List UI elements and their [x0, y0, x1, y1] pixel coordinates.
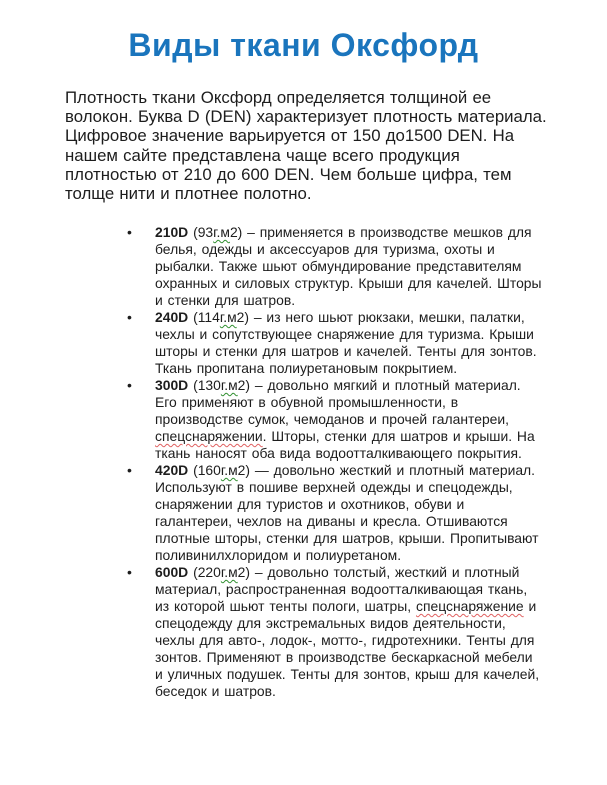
text-segment: (130: [188, 377, 221, 394]
misspelled-word: спецснаряжении: [155, 428, 263, 445]
bullet-icon: •: [127, 377, 132, 394]
item-description: [155, 377, 535, 461]
density-label: 300D: [155, 377, 189, 394]
list-item: [127, 377, 542, 462]
bullet-icon: •: [127, 224, 132, 241]
text-segment: (220: [188, 564, 221, 581]
item-description: [155, 564, 539, 699]
bullet-icon: •: [127, 564, 132, 581]
text-segment: 2) – из него шьют рюкзаки, мешки, палатки, чехлы и сопутствующее снаряжение для туризма. Крыши шторы и стенки для шатров и качелей. Тенты для зонтов. Ткань пропитана полиуретановым покрытием.: [155, 309, 537, 377]
page-title: Виды ткани Оксфорд: [128, 27, 479, 63]
bullet-icon: •: [127, 462, 132, 479]
density-label: 240D: [155, 309, 189, 326]
item-description: [155, 224, 542, 308]
grammar-flagged-text: г.м: [219, 309, 237, 326]
text-segment: (114: [188, 309, 220, 326]
text-segment: 2) – применяется в производстве мешков для белья, одежды и аксессуаров для туризма, охоты и рыбалки. Также шьют обмундирование представителям охранных и силовых структур. Крыши для качелей. Шторы и стенки для шатров.: [155, 224, 542, 309]
density-label: 210D: [155, 224, 189, 241]
text-segment: 2) – довольно толстый, жесткий и плотный материал, распространенная водоотталкивающая ткань, из которой шьют тенты пологи, шатры,: [155, 564, 528, 615]
grammar-flagged-text: г.м: [220, 564, 238, 581]
misspelled-word: спецснаряжение: [416, 598, 524, 615]
density-label: 600D: [155, 564, 189, 581]
intro-paragraph: Плотность ткани Оксфорд определяется толщиной ее волокон. Буква D (DEN) характеризует плотность материала. Цифровое значение варьируется от 150 до1500 DEN. На нашем сайте представлена чаще всего продукция плотностью от 210 до 600 DEN. Чем больше цифра, тем толще нити и плотнее полотно.: [65, 88, 547, 204]
text-segment: (160: [188, 462, 221, 479]
density-label: 420D: [155, 462, 189, 479]
list-item: [127, 224, 542, 309]
list-item: [127, 564, 542, 700]
item-description: [155, 309, 537, 376]
text-segment: 2) – довольно мягкий и плотный материал. Его применяют в обувной промышленности, в производстве сумок, чемоданов и прочей галантереи,: [155, 377, 521, 428]
list-item: [127, 462, 542, 564]
text-segment: 2) — довольно жесткий и плотный материал. Используют в пошиве верхней одежды и спецодежды, снаряжении для туристов и охотников, обуви и галантереи, чехлов на диваны и кресла. Отшиваются плотные шторы, стенки для шатров, крыши. Пропитывают поливинилхлоридом и полиуретаном.: [155, 462, 539, 564]
text-segment: . Шторы, стенки для шатров и крыши. На ткань наносят оба вида водоотталкивающего покрытия.: [155, 428, 535, 462]
grammar-flagged-text: г.м: [220, 462, 238, 479]
item-description: [155, 462, 539, 563]
bullet-icon: •: [127, 309, 132, 326]
list-item: [127, 309, 542, 377]
text-segment: и спецодежду для экстремальных видов деятельности, чехлы для авто-, лодок-, мотто-, гидротехники. Тенты для зонтов. Применяют в производстве бескаркасной мебели и уличных подушек. Тенты для зонтов, крыш для качелей, беседок и шатров.: [155, 598, 540, 700]
grammar-flagged-text: г.м: [213, 224, 230, 241]
grammar-flagged-text: г.м: [220, 377, 238, 394]
text-segment: (93: [188, 224, 214, 241]
fabric-density-list: [127, 224, 542, 700]
